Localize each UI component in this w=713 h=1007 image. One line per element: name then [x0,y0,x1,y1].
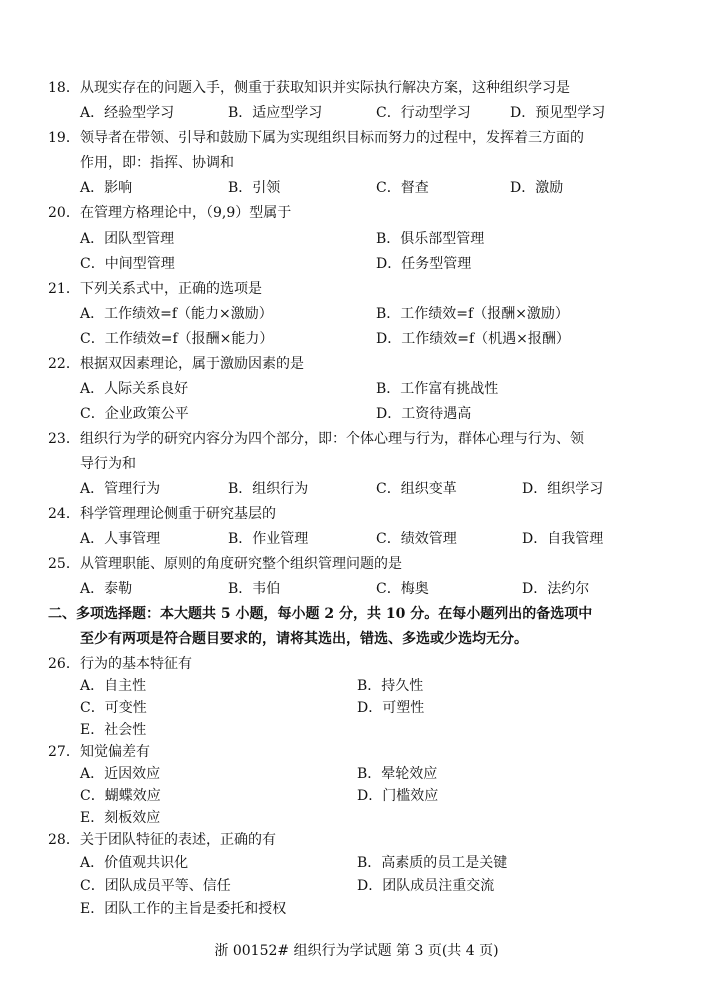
option-e: E．社会性 [80,722,147,738]
question-number: 21． [48,281,80,297]
option-b: B．工作富有挑战性 [376,381,499,397]
option-b: B．持久性 [357,678,424,694]
option-d: D．激励 [510,180,564,196]
option-d: D．自我管理 [522,531,604,547]
question-stem: 从现实存在的问题入手，侧重于获取知识并实际执行解决方案，这种组织学习是 [80,80,570,96]
option-d: D．团队成员注重交流 [357,878,495,894]
option-b: B．工作绩效=f（报酬×激励） [376,306,569,322]
option-c: C．行动型学习 [376,105,471,121]
question-number: 28． [48,832,80,848]
question-number: 24． [48,506,80,522]
option-c: C．蝴蝶效应 [80,788,161,804]
question-number: 25． [48,556,80,572]
option-c: C．督查 [376,180,429,196]
question-number: 26． [48,656,80,672]
option-a: A．近因效应 [80,766,161,782]
option-b: B．韦伯 [228,581,281,597]
option-c: C．中间型管理 [80,256,175,272]
option-a: A．管理行为 [80,481,161,497]
option-d: D．工资待遇高 [376,406,472,422]
option-e: E．团队工作的主旨是委托和授权 [80,901,287,917]
question-stem: 领导者在带领、引导和鼓励下属为实现组织目标而努力的过程中，发挥着三方面的 [80,130,584,146]
option-e: E．刻板效应 [80,810,161,826]
question-stem: 科学管理理论侧重于研究基层的 [80,506,276,522]
option-b: B．高素质的员工是关键 [357,855,508,871]
question-number: 22． [48,356,80,372]
option-c: C．梅奥 [376,581,429,597]
section-2-line-2: 至少有两项是符合题目要求的，请将其选出，错选、多选或少选均无分。 [80,631,528,647]
option-a: A．自主性 [80,678,147,694]
question-stem-cont: 导行为和 [80,456,136,472]
option-a: A．影响 [80,180,133,196]
option-b: B．作业管理 [228,531,309,547]
question-number: 23． [48,431,80,447]
option-b: B．引领 [228,180,281,196]
option-a: A．经验型学习 [80,105,175,121]
question-number: 20． [48,205,80,221]
question-stem: 组织行为学的研究内容分为四个部分，即：个体心理与行为，群体心理与行为、领 [80,431,584,447]
option-d: D．法约尔 [522,581,590,597]
question-stem: 下列关系式中，正确的选项是 [80,281,262,297]
option-d: D．任务型管理 [376,256,472,272]
question-stem: 知觉偏差有 [80,744,150,760]
question-stem: 在管理方格理论中，（9,9）型属于 [80,205,292,221]
option-c: C．组织变革 [376,481,457,497]
option-d: D．门槛效应 [357,788,439,804]
question-number: 27． [48,744,80,760]
option-b: B．适应型学习 [228,105,323,121]
section-2-line-1: 二、多项选择题：本大题共 5 小题，每小题 2 分，共 10 分。在每小题列出的备选项中 [48,606,593,622]
question-number: 19． [48,130,80,146]
option-a: A．工作绩效=f（能力×激励） [80,306,273,322]
option-c: C．企业政策公平 [80,406,189,422]
option-b: B．晕轮效应 [357,766,438,782]
option-d: D．预见型学习 [510,105,606,121]
page-footer: 浙 00152# 组织行为学试题 第 3 页(共 4 页) [214,943,499,959]
option-d: D．工作绩效=f（机遇×报酬） [376,331,570,347]
option-d: D．组织学习 [522,481,604,497]
option-c: C．团队成员平等、信任 [80,878,231,894]
option-a: A．人事管理 [80,531,161,547]
question-stem: 行为的基本特征有 [80,656,192,672]
question-stem: 根据双因素理论，属于激励因素的是 [80,356,304,372]
question-number: 18． [48,80,80,96]
question-stem-cont: 作用，即：指挥、协调和 [80,155,234,171]
question-stem: 从管理职能、原则的角度研究整个组织管理问题的是 [80,556,402,572]
option-c: C．绩效管理 [376,531,457,547]
option-b: B．俱乐部型管理 [376,231,485,247]
option-c: C．可变性 [80,700,147,716]
option-a: A．团队型管理 [80,231,175,247]
option-a: A．价值观共识化 [80,855,189,871]
option-d: D．可塑性 [357,700,425,716]
option-c: C．工作绩效=f（报酬×能力） [80,331,274,347]
option-a: A．泰勒 [80,581,133,597]
question-stem: 关于团队特征的表述，正确的有 [80,832,276,848]
option-a: A．人际关系良好 [80,381,189,397]
option-b: B．组织行为 [228,481,309,497]
